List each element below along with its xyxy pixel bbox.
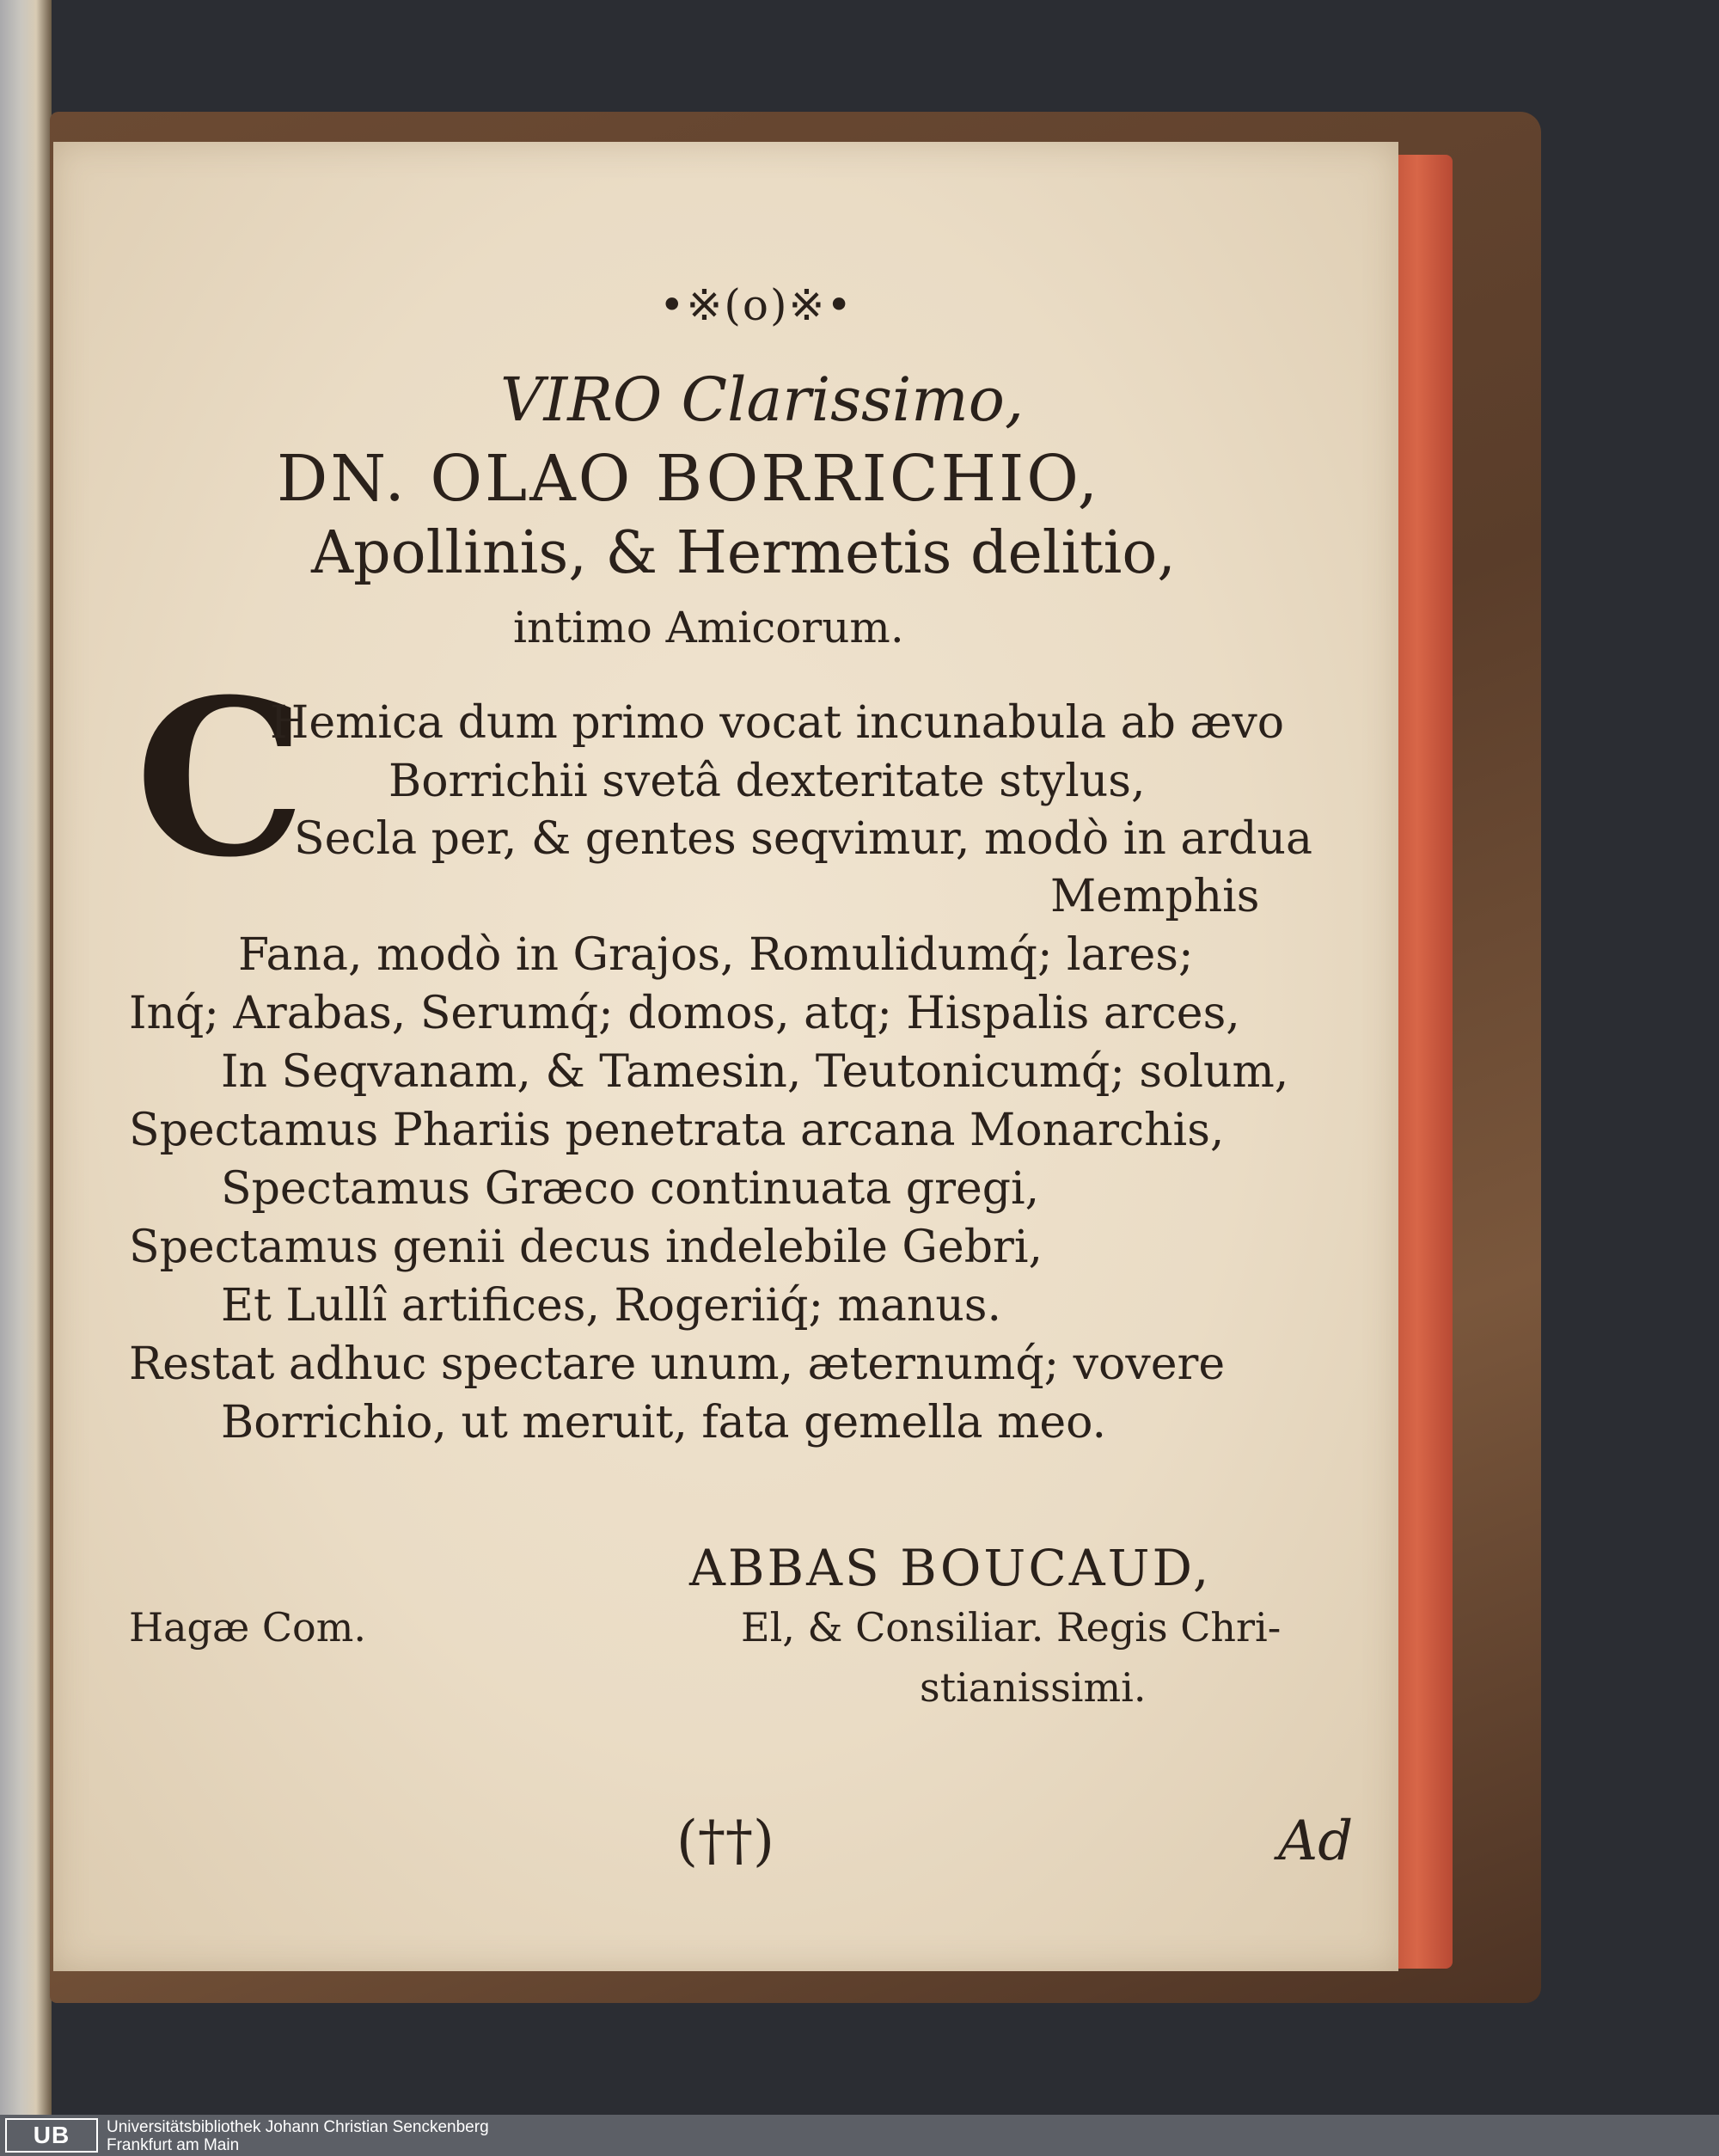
drop-cap: C: [135, 652, 306, 904]
signer-name: ABBAS BOUCAUD,: [689, 1539, 1212, 1597]
verse-line: Hemica dum primo vocat incunabula ab ævo: [270, 697, 1285, 749]
library-name: Universitätsbibliothek Johann Christian Senckenberg: [107, 2118, 489, 2136]
dedication-line: intimo Amicorum.: [513, 603, 904, 652]
verse-line: Secla per, & gentes seqvimur, modò in ardua: [294, 813, 1312, 865]
verse-line: Inq́; Arabas, Serumq́; domos, atq; Hispalis arces,: [129, 988, 1240, 1039]
dedication-line: VIRO Clarissimo,: [500, 364, 1025, 435]
verse-line: Spectamus Phariis penetrata arcana Monarchis,: [129, 1105, 1225, 1156]
verse-line: Et Lullî artifices, Rogeriiq́; manus.: [221, 1280, 1002, 1332]
signer-place: Hagæ Com.: [129, 1604, 366, 1651]
library-city: Frankfurt am Main: [107, 2136, 240, 2154]
page-ornament: •※(o)※•: [659, 280, 853, 330]
signer-title: El, & Consiliar. Regis Chri-: [741, 1604, 1282, 1651]
dedication-line: Apollinis, & Hermetis delitio,: [311, 519, 1176, 587]
verse-line: Spectamus genii decus indelebile Gebri,: [129, 1222, 1043, 1273]
signer-title: stianissimi.: [920, 1664, 1147, 1711]
book-page: [53, 142, 1398, 1971]
library-footer: [0, 2115, 1719, 2156]
signature-mark: (††): [676, 1810, 774, 1873]
catchword: Ad: [1278, 1810, 1354, 1873]
book-left-edge: [0, 0, 52, 2115]
verse-line: Borrichio, ut meruit, fata gemella meo.: [221, 1397, 1107, 1449]
dedication-line: DN. OLAO BORRICHIO,: [277, 442, 1101, 516]
verse-line: Fana, modò in Grajos, Romulidumq́; lares;: [238, 929, 1194, 981]
verse-line: Borrichii svetâ dexteritate stylus,: [388, 756, 1146, 807]
verse-line: In Seqvanam, & Tamesin, Teutonicumq́; solum,: [221, 1046, 1289, 1098]
library-logo: UB: [5, 2118, 98, 2153]
verse-line: Restat adhuc spectare unum, æternumq́; vovere: [129, 1338, 1226, 1390]
verse-line: Spectamus Græco continuata gregi,: [221, 1163, 1040, 1215]
verse-line: Memphis: [1050, 871, 1260, 922]
